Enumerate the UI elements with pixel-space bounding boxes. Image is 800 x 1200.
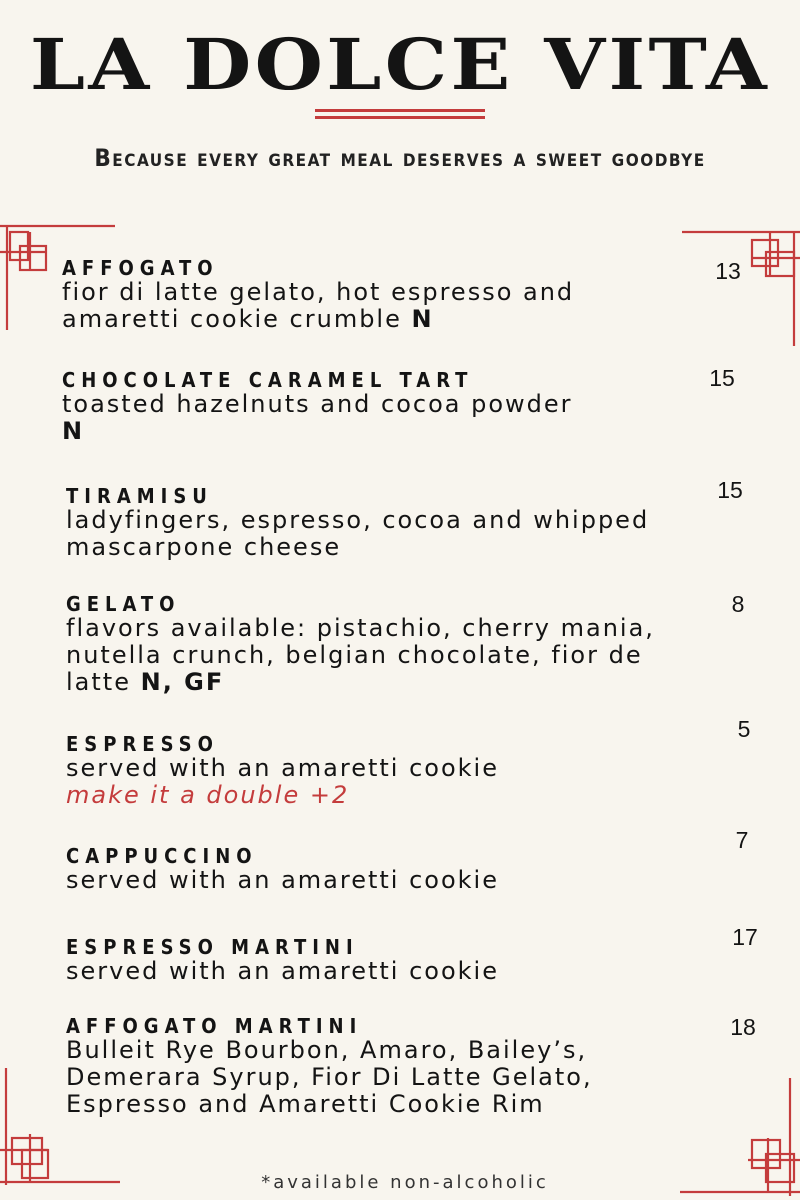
item-name: ESPRESSO MARTINI — [66, 935, 359, 959]
dietary-tags: N — [62, 417, 85, 445]
item-name: ESPRESSO — [66, 732, 219, 756]
item-description-text: fior di latte gelato, hot espresso and amaretti cookie crumble — [62, 278, 575, 333]
item-name: CHOCOLATE CARAMEL TART — [62, 368, 474, 392]
item-description-text: flavors available: pistachio, cherry mania, nutella crunch, belgian chocolate, fior de latte — [66, 614, 655, 696]
item-description-text: served with an amaretti cookie — [66, 754, 499, 782]
title-divider — [315, 116, 485, 119]
item-description — [66, 615, 686, 696]
item-price: 15 — [717, 477, 743, 503]
item-description-text: ladyfingers, espresso, cocoa and whipped mascarpone cheese — [66, 506, 650, 561]
item-description — [62, 279, 702, 333]
dietary-tags: N — [411, 305, 434, 333]
item-name: GELATO — [66, 592, 181, 616]
item-name: CAPPUCCINO — [66, 844, 258, 868]
item-name: TIRAMISU — [66, 484, 213, 508]
item-name: AFFOGATO MARTINI — [66, 1014, 363, 1038]
item-description — [66, 755, 706, 809]
dietary-tags: N, GF — [140, 668, 225, 696]
footer-note: *available non-alcoholic — [261, 1172, 549, 1193]
item-price: 13 — [715, 258, 741, 284]
item-description-text: Bulleit Rye Bourbon, Amaro, Bailey’s, Demerara Syrup, Fior Di Latte Gelato, Espresso and Amaretti Cookie Rim — [66, 1036, 593, 1118]
item-description — [62, 391, 582, 445]
item-name: AFFOGATO — [62, 256, 219, 280]
title-divider — [315, 109, 485, 112]
item-price: 7 — [735, 827, 749, 853]
item-description-text: served with an amaretti cookie — [66, 957, 499, 985]
item-price: 15 — [709, 365, 735, 391]
item-description-text: served with an amaretti cookie — [66, 866, 499, 894]
item-description — [66, 867, 706, 894]
menu-title: LA DOLCE VITA — [29, 23, 771, 106]
item-description — [66, 507, 666, 561]
item-price: 17 — [732, 924, 758, 950]
item-description — [66, 1037, 706, 1118]
tagline: Because every great meal deserves a sweet goodbye — [94, 144, 706, 172]
item-description-text: toasted hazelnuts and cocoa powder — [62, 390, 573, 418]
item-price: 18 — [730, 1014, 756, 1040]
item-description — [66, 958, 706, 985]
item-price: 8 — [731, 591, 745, 617]
item-upgrade-note: make it a double +2 — [66, 781, 350, 809]
item-price: 5 — [737, 716, 751, 742]
